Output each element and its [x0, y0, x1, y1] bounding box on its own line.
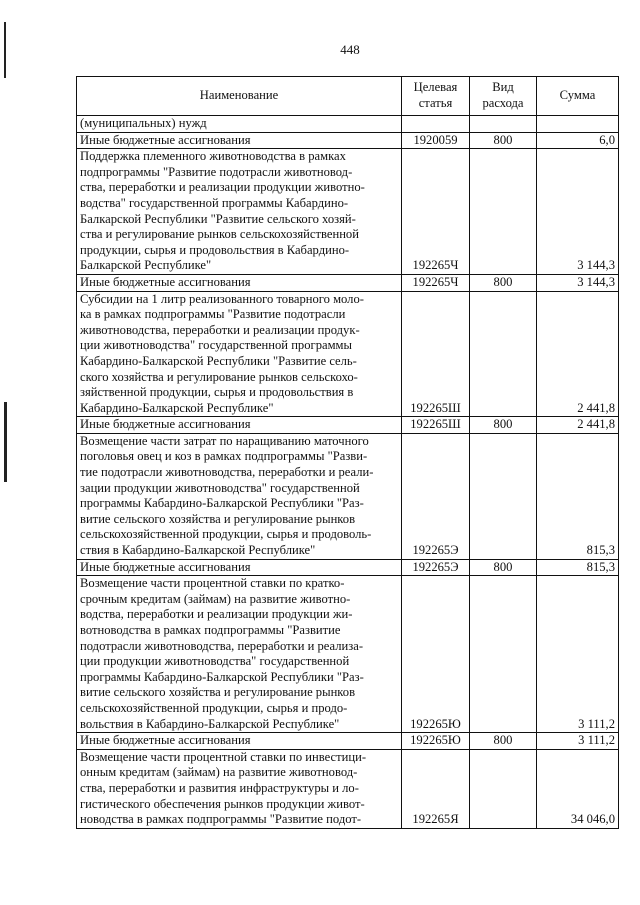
- row-kind-cell: 800: [470, 274, 537, 291]
- table-row: [77, 116, 619, 133]
- row-kind-cell: [470, 116, 537, 133]
- row-article-cell: 192265Э: [402, 559, 470, 576]
- row-name-cell: Возмещение части процентной ставки по кратко- срочным кредитам (займам) на развитие животно- водства, переработки и реализации продукции жи- вотноводства в рамках подпрограммы "Развитие подотрасли животноводства, переработки и реализа- ции продукции животноводства" государственной программы Кабардино-Балкарской Республики "Раз- витие сельского хозяйства и регулирование рынков сельскохозяйственной продукции, сырья и продо- вольствия в Кабардино-Балкарской Республике": [77, 576, 402, 733]
- table-row: [77, 576, 619, 733]
- table-row: [77, 274, 619, 291]
- row-article-cell: 1920059: [402, 132, 470, 149]
- row-sum-cell: 2 441,8: [537, 291, 619, 417]
- row-kind-cell: [470, 576, 537, 733]
- row-kind-cell: 800: [470, 733, 537, 750]
- row-article-cell: 192265Э: [402, 433, 470, 559]
- header-sum: Сумма: [537, 77, 619, 116]
- row-sum-cell: 3 111,2: [537, 576, 619, 733]
- row-name-cell: Иные бюджетные ассигнования: [77, 132, 402, 149]
- table-row: [77, 149, 619, 275]
- row-kind-cell: 800: [470, 559, 537, 576]
- budget-table: [76, 76, 619, 829]
- row-kind-cell: [470, 149, 537, 275]
- row-sum-cell: 3 111,2: [537, 733, 619, 750]
- table-header-row: [77, 77, 619, 116]
- row-sum-cell: [537, 116, 619, 133]
- row-sum-cell: 6,0: [537, 132, 619, 149]
- row-article-cell: 192265Ш: [402, 291, 470, 417]
- row-article-cell: 192265Ю: [402, 576, 470, 733]
- table-body: [77, 116, 619, 829]
- row-article-cell: 192265Ч: [402, 149, 470, 275]
- page-number: 448: [340, 42, 360, 57]
- row-sum-cell: 815,3: [537, 433, 619, 559]
- row-name-cell: Субсидии на 1 литр реализованного товарного моло- ка в рамках подпрограммы "Развитие подотрасли животноводства, переработки и реализации продук- ции животноводства" государственной программы Кабардино-Балкарской Республики "Развитие сель- ского хозяйства и регулирование рынков сельскохо- зяйственной продукции, сырья и продовольствия в Кабардино-Балкарской Республике": [77, 291, 402, 417]
- table-row: [77, 291, 619, 417]
- table-row: [77, 417, 619, 434]
- table-row: [77, 559, 619, 576]
- row-name-cell: Возмещение части затрат по наращиванию маточного поголовья овец и коз в рамках подпрограммы "Разви- тие подотрасли животноводства, переработки и реали- зации продукции животноводства" государственной программы Кабардино-Балкарской Республики "Раз- витие сельского хозяйства и регулирование рынков сельскохозяйственной продукции, сырья и продоволь- ствия в Кабардино-Балкарской Республике": [77, 433, 402, 559]
- table-row: [77, 433, 619, 559]
- header-article: Целевая статья: [402, 77, 470, 116]
- row-article-cell: 192265Ш: [402, 417, 470, 434]
- row-article-cell: [402, 116, 470, 133]
- row-name-cell: (муниципальных) нужд: [77, 116, 402, 133]
- row-name-cell: Иные бюджетные ассигнования: [77, 559, 402, 576]
- header-name: Наименование: [77, 77, 402, 116]
- table-row: [77, 733, 619, 750]
- row-name-cell: Возмещение части процентной ставки по инвестици- онным кредитам (займам) на развитие животновод- ства, переработки и развития инфраструктуры и ло- гистического обеспечения рынков продукции живот- новодства в рамках подпрограммы "Развитие подот-: [77, 749, 402, 828]
- header-kind: Вид расхода: [470, 77, 537, 116]
- row-kind-cell: [470, 433, 537, 559]
- row-kind-cell: [470, 291, 537, 417]
- row-kind-cell: [470, 749, 537, 828]
- row-name-cell: Поддержка племенного животноводства в рамках подпрограммы "Развитие подотрасли животновод- ства, переработки и реализации продукции животно- водства" государственной программы Кабардино- Балкарской Республики "Развитие сельского хозяй- ства и регулирование рынков сельскохозяйственной продукции, сырья и продовольствия в Кабардино- Балкарской Республике": [77, 149, 402, 275]
- row-kind-cell: 800: [470, 132, 537, 149]
- table-row: [77, 132, 619, 149]
- row-name-cell: Иные бюджетные ассигнования: [77, 274, 402, 291]
- row-sum-cell: 3 144,3: [537, 149, 619, 275]
- row-sum-cell: 2 441,8: [537, 417, 619, 434]
- row-article-cell: 192265Я: [402, 749, 470, 828]
- table-row: [77, 749, 619, 828]
- row-kind-cell: 800: [470, 417, 537, 434]
- scan-edge-mark-mid: [4, 402, 7, 482]
- row-sum-cell: 34 046,0: [537, 749, 619, 828]
- row-sum-cell: 815,3: [537, 559, 619, 576]
- row-sum-cell: 3 144,3: [537, 274, 619, 291]
- row-name-cell: Иные бюджетные ассигнования: [77, 733, 402, 750]
- row-article-cell: 192265Ч: [402, 274, 470, 291]
- row-article-cell: 192265Ю: [402, 733, 470, 750]
- row-name-cell: Иные бюджетные ассигнования: [77, 417, 402, 434]
